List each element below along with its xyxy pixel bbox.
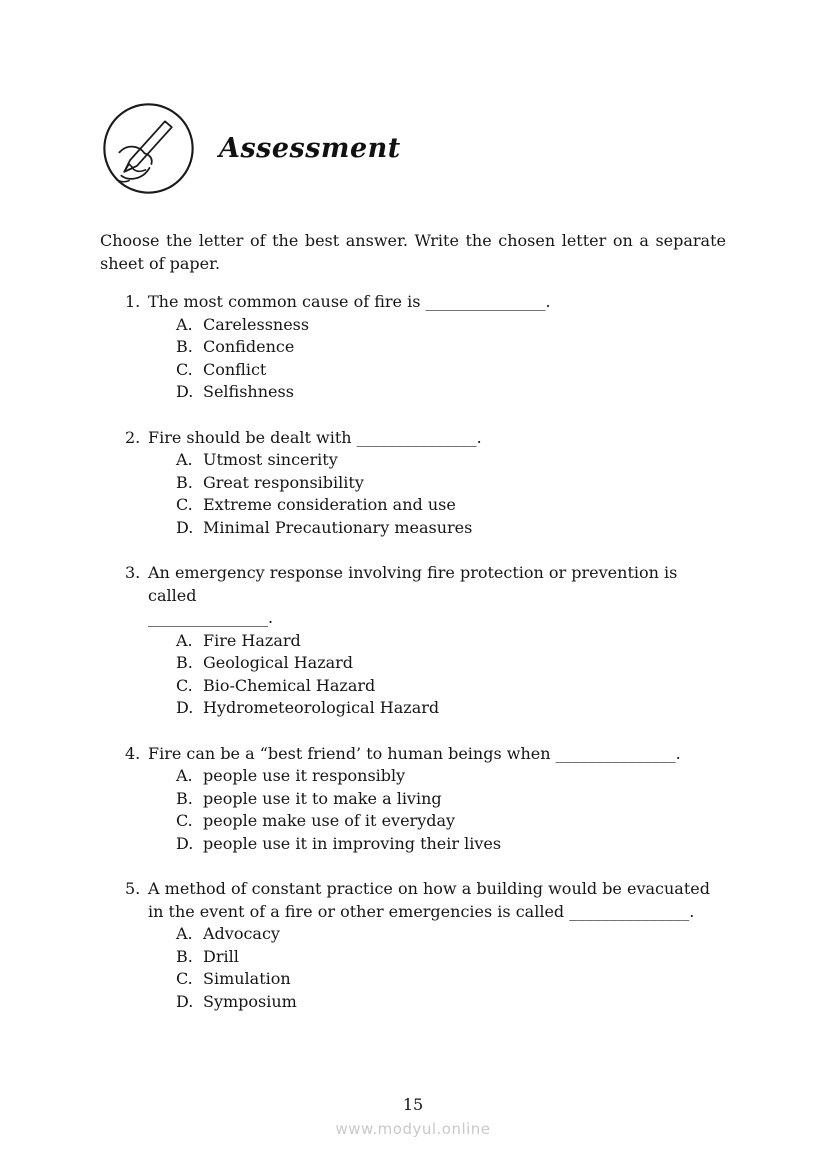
choice [176,697,726,720]
choice-letter: D. [176,698,194,717]
choice-letter: A. [176,924,193,943]
choice [176,788,726,811]
choice-letter: B. [176,653,193,672]
question-2 [125,427,726,540]
question-stem-line2: _______________. [148,608,274,627]
question-number: 1. [125,292,141,311]
choice-letter: C. [176,359,193,379]
choice-text: Hydrometeorological Hazard [203,698,440,717]
page-title: Assessment [219,133,401,164]
question-4 [125,743,726,856]
choice [176,494,726,517]
page-number: 15 [402,1095,424,1114]
choice [176,630,726,653]
choice-letter: B. [176,472,193,492]
question-number: 2. [125,427,141,447]
choice-text: Symposium [203,991,297,1011]
choice-text: people use it in improving their lives [203,833,502,853]
choice [176,449,726,472]
choice-letter: A. [176,450,193,469]
choice-text: Conflict [203,359,267,379]
choice [176,381,726,404]
choice-text: Utmost sincerity [203,450,338,469]
choice-letter: C. [176,495,193,514]
choice-letter: B. [176,946,193,966]
choice-text: people make use of it everyday [203,811,456,830]
choice [176,675,726,698]
choice-text: Fire Hazard [203,630,301,650]
question-1 [125,291,726,404]
question-stem-line1: A method of constant practice on how a building would be evacuated [148,879,710,898]
choice-letter: C. [176,675,193,695]
choice-text: Confidence [203,337,295,356]
question-stem-line2: in the event of a fire or other emergencies is called _______________. [148,901,695,921]
choice [176,472,726,495]
question-5 [125,878,726,1013]
choice [176,833,726,856]
choice-text: Bio-Chemical Hazard [203,675,376,695]
question-text [125,427,726,450]
choice-text: Drill [203,946,239,966]
choice-text: Simulation [203,969,291,988]
choice-letter: B. [176,337,193,356]
choice-text: Carelessness [203,314,310,334]
choice-list [176,765,726,855]
choice [176,517,726,540]
question-text [125,743,726,766]
choice-letter: A. [176,630,193,650]
choice [176,336,726,359]
choice-text: Great responsibility [203,472,364,492]
writing-hand-icon [100,100,197,197]
choice-text: Extreme consideration and use [203,495,456,514]
question-3 [125,562,726,720]
choice [176,810,726,833]
choice-list [176,923,726,1013]
choice [176,991,726,1014]
question-stem: Fire can be a “best friend’ to human beings when _______________. [148,743,681,763]
choice-letter: D. [176,833,194,853]
question-stem-line1: An emergency response involving fire protection or prevention is called [148,563,678,605]
question-number: 3. [125,563,141,582]
choice-text: Geological Hazard [203,653,354,672]
choice-letter: D. [176,382,194,401]
instructions-text: Choose the letter of the best answer. Write the chosen letter on a separate sheet of paper. [100,231,726,273]
choice-list [176,630,726,720]
question-text [125,562,726,630]
question-text [125,878,726,923]
choice [176,946,726,969]
page-footer [0,1095,826,1138]
choice-letter: C. [176,969,193,988]
question-stem: Fire should be dealt with _______________. [148,427,482,447]
choice-letter: A. [176,314,193,334]
choice-list [176,314,726,404]
choice-letter: D. [176,991,194,1011]
choice [176,359,726,382]
question-number: 5. [125,879,141,898]
choice-letter: B. [176,788,193,808]
choice [176,923,726,946]
assessment-header [100,100,726,197]
choice-text: people use it responsibly [203,766,406,785]
question-stem [148,878,726,923]
choice [176,968,726,991]
watermark: www.modyul.online [335,1120,491,1138]
choice-letter: A. [176,766,193,785]
question-stem [148,562,726,630]
choice [176,314,726,337]
question-list [100,291,726,1013]
question-number: 4. [125,743,141,763]
choice-letter: C. [176,811,193,830]
choice-text: Selfishness [203,382,294,401]
choice [176,765,726,788]
choice-text: Minimal Precautionary measures [203,517,473,537]
question-stem: The most common cause of fire is _______________. [148,292,551,311]
choice-list [176,449,726,539]
choice [176,652,726,675]
choice-text: Advocacy [203,924,280,943]
choice-text: people use it to make a living [203,788,442,808]
question-text [125,291,726,314]
choice-letter: D. [176,517,194,537]
